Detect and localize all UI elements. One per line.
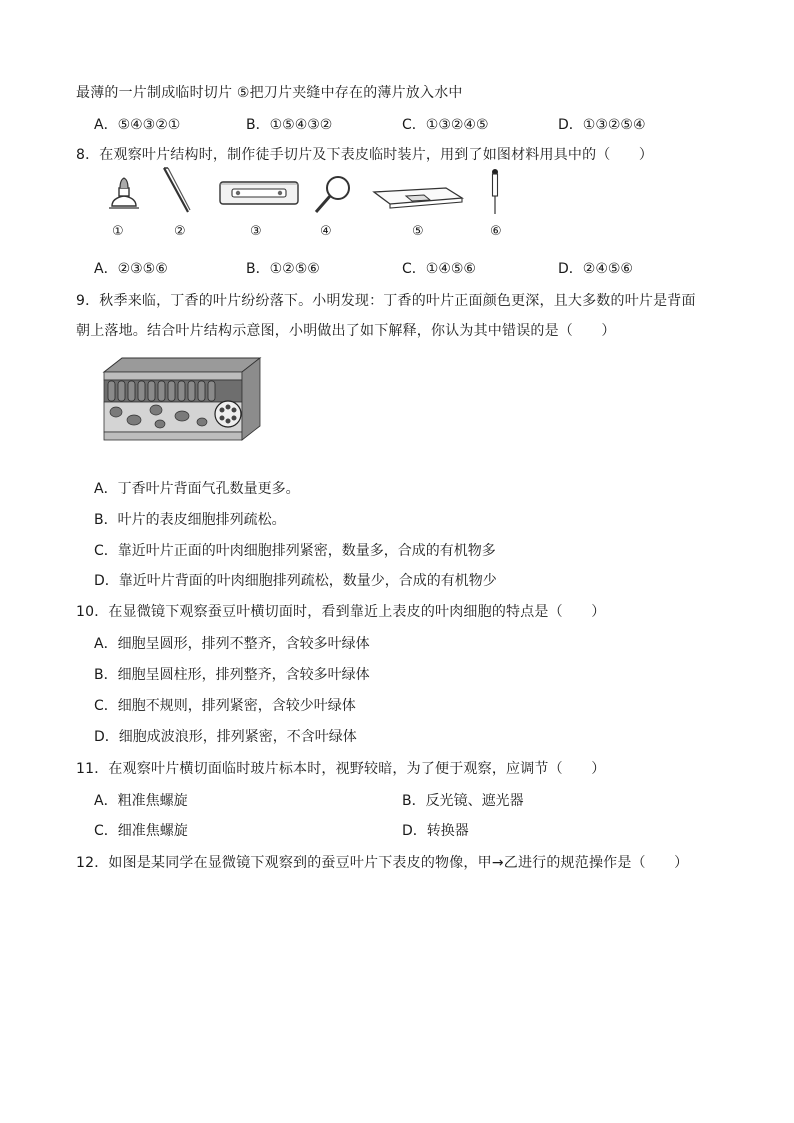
- leaf-structure-diagram: [100, 354, 262, 450]
- q11-option-b: B．反光镜、遮光器: [402, 793, 524, 809]
- tool-number-5: ⑤: [412, 224, 424, 239]
- q9-stem-line-2: 朝上落地。结合叶片结构示意图，小明做出了如下解释，你认为其中错误的是（ ）: [76, 323, 616, 339]
- q8-option-d: D．②④⑤⑥: [558, 261, 633, 277]
- tool-number-1: ①: [112, 224, 124, 239]
- tool-number-4: ④: [320, 224, 332, 239]
- q7-continuation: 最薄的一片制成临时切片 ⑤把刀片夹缝中存在的薄片放入水中: [76, 85, 463, 101]
- q7-option-d: D．①③②⑤④: [558, 117, 646, 133]
- slide-icon: [372, 184, 464, 212]
- lab-tools-figure: [96, 172, 516, 244]
- tool-number-2: ②: [174, 224, 186, 239]
- q8-option-a: A．②③⑤⑥: [94, 261, 168, 277]
- q10-stem: 10．在显微镜下观察蚕豆叶横切面时，看到靠近上表皮的叶肉细胞的特点是（ ）: [76, 604, 606, 620]
- q9-option-b: B．叶片的表皮细胞排列疏松。: [94, 512, 286, 528]
- q12-stem: 12．如图是某同学在显微镜下观察到的蚕豆叶片下表皮的物像，甲→乙进行的规范操作是（ ）: [76, 855, 689, 871]
- q8-option-b: B．①②⑤⑥: [246, 261, 320, 277]
- q10-option-c: C．细胞不规则，排列紧密，含较少叶绿体: [94, 698, 356, 714]
- q7-option-a: A．⑤④③②①: [94, 117, 181, 133]
- razor-blade-icon: [218, 180, 300, 206]
- q9-option-d: D．靠近叶片背面的叶肉细胞排列疏松，数量少，合成的有机物少: [94, 573, 497, 589]
- q7-option-c: C．①③②④⑤: [402, 117, 489, 133]
- q11-stem: 11．在观察叶片横切面临时玻片标本时，视野较暗，为了便于观察，应调节（ ）: [76, 761, 606, 777]
- q10-option-a: A．细胞呈圆形，排列不整齐，含较多叶绿体: [94, 636, 370, 652]
- q8-option-c: C．①④⑤⑥: [402, 261, 476, 277]
- tweezers-icon: [160, 166, 194, 216]
- q11-option-a: A．粗准焦螺旋: [94, 793, 188, 809]
- dropper-bottle-icon: [104, 172, 144, 216]
- q11-option-d: D．转换器: [402, 823, 469, 839]
- q7-option-b: B．①⑤④③②: [246, 117, 333, 133]
- q10-option-d: D．细胞成波浪形，排列紧密，不含叶绿体: [94, 729, 357, 745]
- q9-option-c: C．靠近叶片正面的叶肉细胞排列紧密，数量多，合成的有机物多: [94, 543, 496, 559]
- tool-number-6: ⑥: [490, 224, 502, 239]
- magnifier-icon: [312, 174, 354, 218]
- tool-number-3: ③: [250, 224, 262, 239]
- q10-option-b: B．细胞呈圆柱形，排列整齐，含较多叶绿体: [94, 667, 370, 683]
- q9-option-a: A．丁香叶片背面气孔数量更多。: [94, 481, 300, 497]
- q9-stem-line-1: 9．秋季来临，丁香的叶片纷纷落下。小明发现：丁香的叶片正面颜色更深，且大多数的叶片是背面: [76, 293, 696, 309]
- q8-stem: 8．在观察叶片结构时，制作徒手切片及下表皮临时装片，用到了如图材料用具中的（ ）: [76, 147, 654, 163]
- needle-icon: [488, 168, 502, 218]
- q11-option-c: C．细准焦螺旋: [94, 823, 188, 839]
